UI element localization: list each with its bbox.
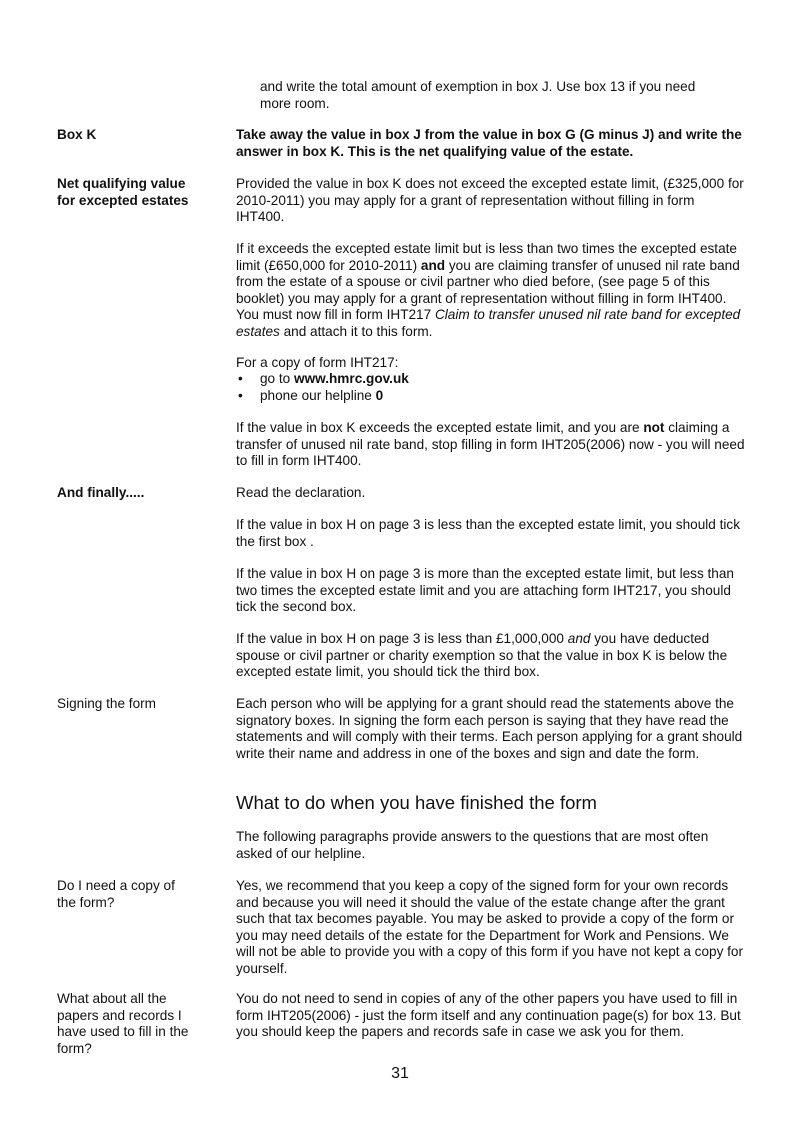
bullet-helpline-pre: phone our helpline <box>260 387 376 403</box>
copy-bullets <box>236 371 746 404</box>
net-p2-and: and <box>420 257 446 273</box>
net-p4-b: claiming a transfer of unused nil rate band, stop filling in form IHT205(2006) now - you will need to fill in form IHT400. <box>236 420 745 468</box>
finished-intro: The following paragraphs provide answers to the questions that are most often asked of our helpline. <box>236 829 709 861</box>
papers-q-line-2: papers and records I <box>57 1007 182 1023</box>
finally-p2: If the value in box H on page 3 is less than the excepted estate limit, you should tick the first box . <box>236 517 741 549</box>
net-p4 <box>236 420 746 470</box>
box-k-text: Take away the value in box J from the value in box G (G minus J) and write the answer in box K. This is the net qualifying value of the estate. <box>236 127 742 159</box>
net-p2-c: and attach it to this form. <box>279 323 433 339</box>
net-label-line-1: Net qualifying value <box>57 176 186 191</box>
net-p2 <box>236 241 746 340</box>
copy-question-answer: Yes, we recommend that you keep a copy of the signed form for your own records and because you will need it should the value of the estate change after the grant such that tax becomes payable. You may be asked to provide a copy of the form or you may need details of the estate for the Department for Work and Pensions. We will not be able to provide you with a copy of this form if you have not kept a copy for yourself. <box>236 878 744 976</box>
net-p4-not: not <box>643 420 665 435</box>
intro-line-1: and write the total amount of exemption in box J. Use box 13 if you need <box>260 79 696 94</box>
bullet-helpline <box>236 388 746 405</box>
net-p2-a: If it exceeds the excepted estate limit but is less than two times the excepted estate limit (£650,000 for 2010-2011) <box>236 241 737 273</box>
intro-continuation <box>260 79 740 112</box>
copy-q-line-1: Do I need a copy of <box>57 878 175 893</box>
and-finally-label: And finally..... <box>57 485 145 500</box>
net-qualifying-label <box>57 176 227 209</box>
helpline-number: 0 <box>375 387 384 403</box>
papers-question-answer: You do not need to send in copies of any of the other papers you have used to fill in form IHT205(2006) - just the form itself and any continuation page(s) for box 13. But you should keep the papers and records safe in case we ask you for them. <box>236 991 741 1039</box>
signing-text: Each person who will be applying for a grant should read the statements above the signatory boxes. In signing the form each person is saying that they have read the statements and will comply with their terms. Each person applying for a grant should write their name and address in one of the boxes and sign and date the form. <box>236 696 743 761</box>
net-p2-b: you are claiming transfer of unused nil rate band from the estate of a spouse or civil partner who died before, (see page 5 of this booklet) you may apply for a grant of representation without filling in form IHT400. You must now fill in form IHT217 <box>236 257 740 322</box>
papers-q-line-1: What about all the <box>57 991 167 1006</box>
papers-q-line-4: form? <box>57 1040 92 1056</box>
finished-section <box>236 792 746 814</box>
finally-p4-b: you have deducted spouse or civil partner or charity exemption so that the value in box K is below the excepted estate limit, you should tick the third box. <box>236 631 728 679</box>
papers-q-line-3: have used to fill in the <box>57 1024 189 1039</box>
bullet-website <box>236 371 746 388</box>
section-heading: What to do when you have finished the form <box>236 792 597 813</box>
page-number: 31 <box>391 1065 409 1082</box>
copy-intro: For a copy of form IHT217: <box>236 355 399 370</box>
net-p1: Provided the value in box K does not exceed the excepted estate limit, (£325,000 for 2010-2011) you may apply for a grant of representation without filling in form IHT400. <box>236 176 744 224</box>
net-label-line-2: for excepted estates <box>57 192 189 208</box>
copy-q-line-2: the form? <box>57 894 115 910</box>
hmrc-website-link[interactable]: www.hmrc.gov.uk <box>294 371 409 386</box>
bullet-website-pre: go to <box>260 371 295 386</box>
net-p4-a: If the value in box K exceeds the excepted estate limit, and you are <box>236 420 644 435</box>
finally-p4 <box>236 631 746 681</box>
box-k-label: Box K <box>57 127 97 142</box>
intro-line-2: more room. <box>260 95 330 111</box>
signing-label: Signing the form <box>57 696 156 711</box>
finally-p4-a: If the value in box H on page 3 is less than £1,000,000 <box>236 631 568 646</box>
papers-question-label <box>57 991 227 1057</box>
copy-question-label <box>57 878 227 911</box>
iht217-title: Claim to transfer unused nil rate band for excepted estates <box>236 307 741 339</box>
finally-p4-and: and <box>567 631 591 646</box>
finally-p1: Read the declaration. <box>236 485 366 500</box>
finally-p3: If the value in box H on page 3 is more than the excepted estate limit, but less than two times the excepted estate limit and you are attaching form IHT217, you should tick the second box. <box>236 566 734 614</box>
